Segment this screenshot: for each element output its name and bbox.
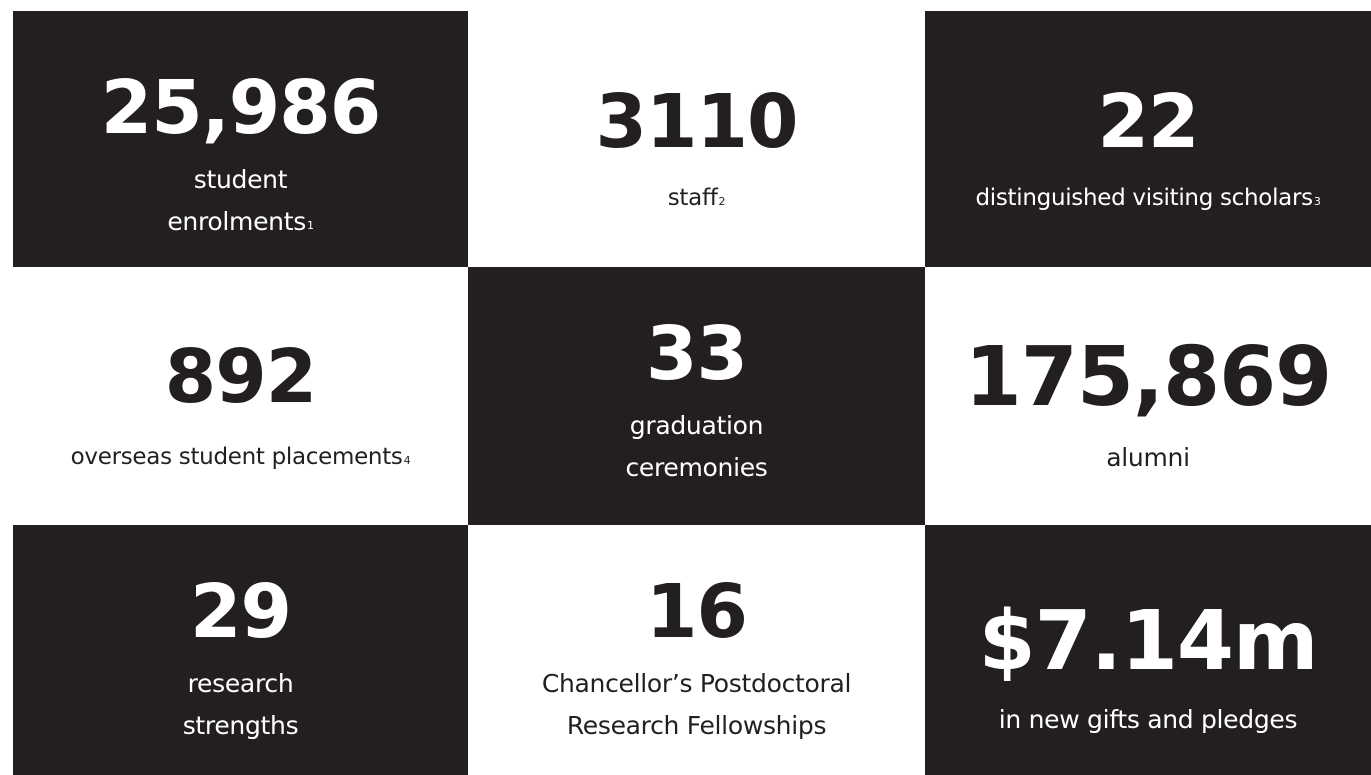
stat-label: alumni [1106, 443, 1190, 472]
stat-value: 22 [1097, 79, 1199, 165]
stat-value: 29 [190, 569, 291, 655]
stat-label: overseas student placements$^4$ [70, 444, 411, 470]
stat-tile-visiting-scholars [925, 11, 1371, 267]
stat-label: staff$^2$ [667, 185, 726, 211]
stat-value: 892 [164, 334, 317, 420]
stat-value: 16 [646, 569, 747, 655]
stat-label [167, 159, 313, 243]
stat-label: in new gifts and pledges [998, 705, 1298, 734]
stat-tile-student-enrolments [13, 11, 468, 267]
stat-tile-graduation-ceremonies [468, 267, 925, 525]
stat-label [625, 405, 767, 489]
stat-tile-research-strengths [13, 525, 468, 775]
stat-tile-alumni [925, 267, 1371, 525]
stat-label [183, 663, 299, 747]
stat-tile-overseas-placements [13, 267, 468, 525]
stat-label-line: graduation [629, 411, 764, 440]
stat-tile-postdoctoral-fellowships [468, 525, 925, 775]
footnote-marker: 3 [1313, 195, 1321, 208]
stat-value: 25,986 [100, 65, 381, 151]
stat-label-line: student [193, 165, 288, 194]
stat-tile-gifts-pledges [925, 525, 1371, 775]
stat-label-line: research [187, 669, 294, 698]
footnote-marker: 1 [306, 219, 314, 232]
stat-tile-staff [468, 11, 925, 267]
stat-label-line: enrolments$^1$ [167, 207, 314, 236]
stat-label-line: Chancellor’s Postdoctoral [541, 669, 852, 698]
stat-label-line: ceremonies [625, 453, 768, 482]
stat-label-line: strengths [182, 711, 299, 740]
stat-value: $7.14m [978, 594, 1318, 689]
stat-label [542, 663, 851, 747]
stat-label: distinguished visiting scholars$^3$ [975, 185, 1321, 211]
stat-label-line: Research Fellowships [566, 711, 827, 740]
stat-value: 33 [646, 311, 747, 397]
stat-value: 175,869 [964, 330, 1332, 425]
footnote-marker: 2 [718, 195, 726, 208]
stat-value: 3110 [595, 79, 798, 165]
footnote-marker: 4 [403, 454, 411, 467]
